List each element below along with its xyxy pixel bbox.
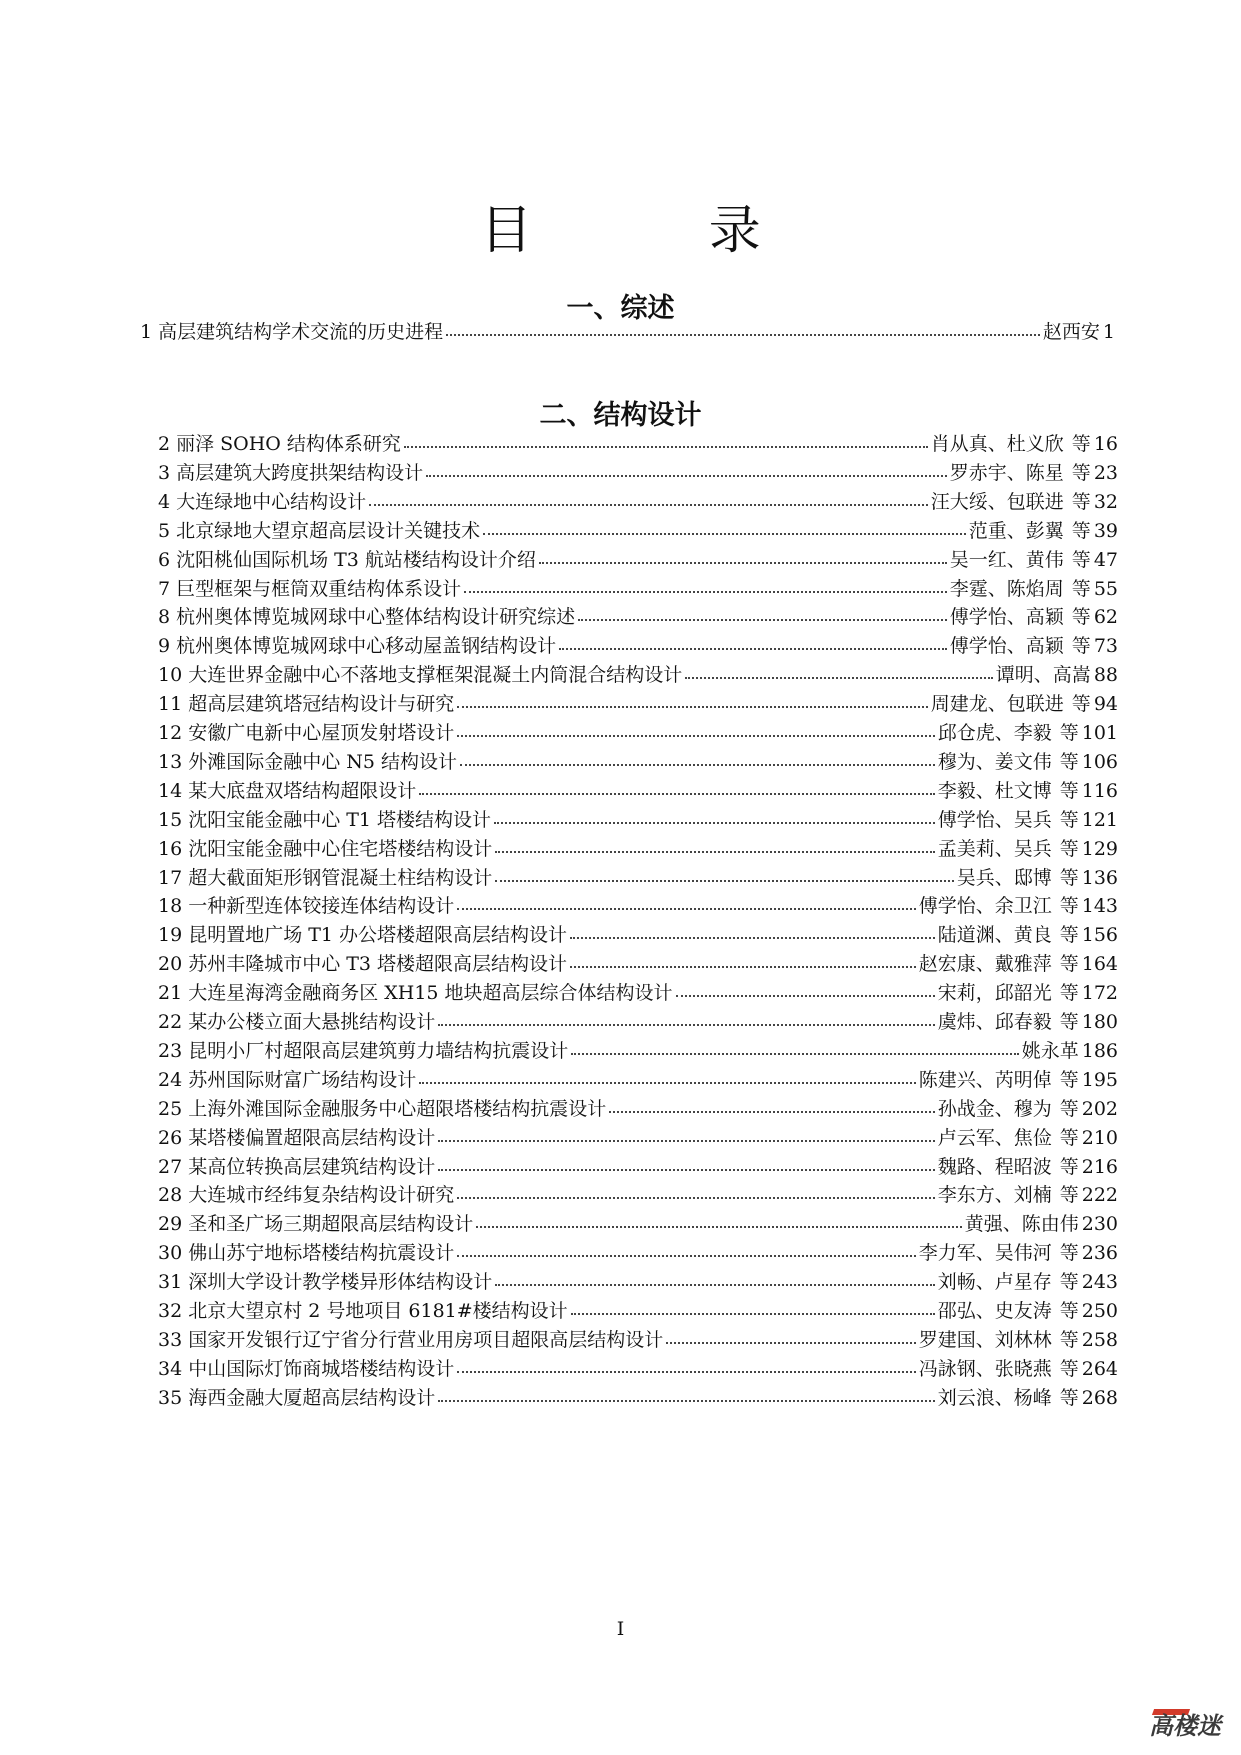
toc-entry-page: 156	[1081, 924, 1118, 947]
toc-entry[interactable]	[158, 517, 1118, 545]
toc-entry-suffix: 等	[1059, 1097, 1079, 1120]
toc-entry-page: 88	[1093, 664, 1118, 687]
toc-entry-page: 55	[1093, 577, 1118, 600]
toc-entry-page: 264	[1081, 1357, 1118, 1380]
toc-entry-number: 16	[158, 837, 183, 860]
page-title: 目 录	[480, 201, 841, 261]
toc-entry-page: 94	[1093, 693, 1118, 716]
toc-entry-title: 佛山苏宁地标塔楼结构抗震设计	[188, 1242, 455, 1265]
toc-entry-number: 23	[158, 1039, 183, 1062]
watermark-logo: 高楼迷	[1149, 1712, 1221, 1740]
toc-entry-page: 106	[1081, 750, 1118, 773]
toc-entry-number: 32	[158, 1300, 183, 1322]
toc-entry-authors: 邵弘、史友涛	[937, 1300, 1052, 1322]
toc-entry-authors: 傅学怡、高颖	[949, 606, 1064, 629]
dot-leader	[609, 1094, 935, 1113]
dot-leader	[457, 689, 928, 708]
toc-entry-number: 9	[158, 635, 171, 658]
toc-entry-authors: 吴兵、邸博	[956, 866, 1052, 889]
toc-entry[interactable]	[158, 1268, 1118, 1296]
toc-entry[interactable]	[158, 1384, 1118, 1412]
dot-leader	[539, 545, 947, 564]
toc-entry-title: 大连世界金融中心不落地支撑框架混凝土内筒混合结构设计	[188, 664, 683, 687]
toc-entry-title: 杭州奥体博览城网球中心移动屋盖钢结构设计	[176, 635, 557, 658]
toc-entry[interactable]	[158, 575, 1118, 603]
toc-entry[interactable]	[158, 719, 1118, 747]
toc-entry-authors: 谭明、高嵩	[995, 664, 1091, 687]
toc-entry-suffix: 等	[1059, 837, 1079, 860]
toc-entry-number: 33	[158, 1328, 183, 1351]
toc-entry-authors: 傅学怡、高颖	[949, 635, 1064, 658]
toc-entry-page: 243	[1081, 1271, 1118, 1294]
toc-entry[interactable]	[158, 921, 1118, 949]
toc-entry-authors: 刘畅、卢星存	[937, 1271, 1052, 1294]
toc-entry-title: 高层建筑大跨度拱架结构设计	[176, 461, 424, 484]
toc-entry-title: 高层建筑结构学术交流的历史进程	[158, 321, 444, 343]
toc-entry-suffix: 等	[1059, 1271, 1079, 1294]
toc-entry-suffix: 等	[1059, 1068, 1079, 1091]
toc-entry-authors: 宋莉，邱韶光	[937, 982, 1052, 1005]
dot-leader	[559, 631, 947, 650]
toc-entry[interactable]	[158, 546, 1118, 574]
dot-leader	[483, 516, 966, 535]
toc-entry[interactable]	[158, 1355, 1118, 1383]
toc-entry-authors: 孟美莉、吴兵	[937, 837, 1052, 860]
toc-entry-page: 250	[1081, 1300, 1118, 1322]
toc-entry-title: 苏州国际财富广场结构设计	[188, 1068, 417, 1091]
dot-leader	[438, 1383, 935, 1402]
toc-entry-authors: 孙战金、穆为	[937, 1097, 1052, 1120]
toc-entry-title: 某高位转换高层建筑结构设计	[188, 1155, 436, 1178]
toc-entry-authors: 李力军、吴伟河	[918, 1242, 1052, 1265]
toc-entry[interactable]	[158, 661, 1118, 689]
toc-entry-authors: 黄强、陈由伟	[964, 1213, 1079, 1236]
dot-leader	[578, 602, 947, 621]
toc-entry-authors: 赵西安	[1042, 321, 1100, 343]
toc-entry-number: 8	[158, 606, 171, 629]
toc-entry-suffix: 等	[1059, 808, 1079, 831]
toc-entry-title: 上海外滩国际金融服务中心超限塔楼结构抗震设计	[188, 1097, 607, 1120]
toc-entry-number: 3	[158, 461, 171, 484]
toc-entry-number: 20	[158, 953, 183, 976]
dot-leader	[369, 487, 928, 506]
dot-leader	[571, 1296, 935, 1315]
toc-entry-authors: 虞炜、邱春毅	[937, 1011, 1052, 1033]
toc-entry-authors: 周建龙、包联进	[930, 693, 1064, 716]
toc-entry-page: 16	[1093, 433, 1118, 455]
toc-entry-authors: 冯詠钢、张晓燕	[918, 1357, 1052, 1380]
toc-entry-page: 258	[1081, 1328, 1118, 1351]
toc-entry[interactable]	[158, 632, 1118, 660]
toc-entry-suffix: 等	[1071, 606, 1091, 629]
toc-entry-number: 7	[158, 577, 171, 600]
toc-entry-title: 安徽广电新中心屋顶发射塔设计	[188, 722, 455, 744]
dot-leader	[464, 574, 947, 593]
toc-entry[interactable]	[158, 950, 1118, 978]
toc-entry-title: 某大底盘双塔结构超限设计	[188, 779, 417, 802]
dot-leader	[438, 1152, 935, 1171]
toc-entry-title: 国家开发银行辽宁省分行营业用房项目超限高层结构设计	[188, 1328, 664, 1351]
toc-entry[interactable]	[158, 1124, 1118, 1152]
toc-entry-number: 6	[158, 548, 171, 571]
toc-entry-suffix: 等	[1059, 1242, 1079, 1265]
toc-entry-number: 2	[158, 433, 171, 455]
toc-entry-title: 一种新型连体铰接连体结构设计	[188, 895, 455, 918]
toc-entry[interactable]	[158, 1181, 1118, 1209]
toc-entry-number: 18	[158, 895, 183, 918]
toc-entry[interactable]	[158, 1066, 1118, 1094]
toc-entry-page: 186	[1081, 1039, 1118, 1062]
toc-entry-number: 4	[158, 490, 171, 513]
toc-entry-page: 23	[1093, 461, 1118, 484]
toc-entry-page: 73	[1093, 635, 1118, 658]
toc-entry-number: 21	[158, 982, 183, 1005]
toc-entry-title: 丽泽 SOHO 结构体系研究	[176, 433, 401, 455]
toc-entry[interactable]	[158, 1210, 1118, 1238]
page-number: I	[616, 1618, 625, 1640]
toc-entry-title: 某办公楼立面大悬挑结构设计	[188, 1011, 436, 1033]
toc-entry-page: 202	[1081, 1097, 1118, 1120]
toc-entry-title: 某塔楼偏置超限高层结构设计	[188, 1126, 436, 1149]
toc-entry[interactable]	[158, 459, 1118, 487]
toc-entry-page: 39	[1093, 519, 1118, 542]
dot-leader	[460, 747, 935, 766]
toc-entry-authors: 卢云军、焦俭	[937, 1126, 1052, 1149]
dot-leader	[676, 978, 935, 997]
toc-entry-title: 海西金融大厦超高层结构设计	[188, 1386, 436, 1409]
toc-entry-title: 大连星海湾金融商务区 XH15 地块超高层综合体结构设计	[188, 982, 673, 1005]
toc-entry-authors: 汪大绥、包联进	[930, 490, 1064, 513]
toc-entry-number: 12	[158, 722, 183, 744]
dot-leader	[495, 1267, 935, 1286]
toc-entry-number: 22	[158, 1011, 183, 1033]
toc-entry-suffix: 等	[1071, 693, 1091, 716]
toc-entry-page: 180	[1081, 1011, 1118, 1033]
toc-entry-number: 30	[158, 1242, 183, 1265]
toc-entry-page: 116	[1081, 779, 1118, 802]
dot-leader	[570, 949, 916, 968]
toc-entry-suffix: 等	[1059, 1328, 1079, 1351]
toc-entry-page: 129	[1081, 837, 1118, 860]
toc-entry-suffix: 等	[1059, 1184, 1079, 1207]
toc-entry-title: 北京大望京村 2 号地项目 6181#楼结构设计	[188, 1300, 568, 1322]
toc-entry-number: 13	[158, 750, 183, 773]
dot-leader	[404, 429, 928, 448]
toc-entry-number: 34	[158, 1357, 183, 1380]
toc-entry-title: 北京绿地大望京超高层设计关键技术	[176, 519, 481, 542]
toc-entry[interactable]	[158, 430, 1118, 458]
toc-entry-page: 236	[1081, 1242, 1118, 1265]
toc-entry-page: 210	[1081, 1126, 1118, 1149]
dot-leader	[438, 1123, 935, 1142]
toc-entry-suffix: 等	[1071, 490, 1091, 513]
toc-entry[interactable]	[158, 1239, 1118, 1267]
toc-entry-authors: 李毅、杜文博	[937, 779, 1052, 802]
toc-entry-number: 15	[158, 808, 183, 831]
toc-entry-authors: 范重、彭翼	[968, 519, 1064, 542]
toc-entry-page: 143	[1081, 895, 1118, 918]
toc-entry-number: 27	[158, 1155, 183, 1178]
toc-entry-number: 26	[158, 1126, 183, 1149]
dot-leader	[666, 1325, 916, 1344]
dot-leader	[419, 776, 935, 795]
toc-entry-number: 10	[158, 664, 183, 687]
toc-entry[interactable]	[158, 1095, 1118, 1123]
toc-entry-page: 216	[1081, 1155, 1118, 1178]
toc-entry-number: 11	[158, 693, 183, 716]
dot-leader	[457, 891, 916, 910]
toc-entry[interactable]	[158, 690, 1118, 718]
dot-leader	[457, 718, 935, 737]
toc-entry-title: 沈阳宝能金融中心住宅塔楼结构设计	[188, 837, 493, 860]
toc-entry-authors: 罗赤宇、陈星	[949, 461, 1064, 484]
toc-entry-authors: 吴一红、黄伟	[949, 548, 1064, 571]
toc-entry[interactable]	[158, 777, 1118, 805]
dot-leader	[571, 1036, 1019, 1055]
toc-entry[interactable]	[158, 1153, 1118, 1181]
toc-entry-suffix: 等	[1059, 779, 1079, 802]
dot-leader	[446, 317, 1040, 336]
toc-entry-number: 25	[158, 1097, 183, 1120]
toc-entry[interactable]	[158, 864, 1118, 892]
toc-entry-title: 外滩国际金融中心 N5 结构设计	[188, 750, 457, 773]
toc-entry-authors: 傅学怡、吴兵	[937, 808, 1052, 831]
toc-entry-title: 杭州奥体博览城网球中心整体结构设计研究综述	[176, 606, 576, 629]
toc-entry[interactable]	[158, 892, 1118, 920]
toc-entry[interactable]	[158, 748, 1118, 776]
toc-entry-number: 19	[158, 924, 183, 947]
toc-entry-number: 1	[140, 321, 153, 343]
toc-entry-page: 101	[1081, 722, 1118, 744]
toc-entry-suffix: 等	[1059, 722, 1079, 744]
toc-entry[interactable]	[140, 318, 1115, 346]
toc-entry-title: 超高层建筑塔冠结构设计与研究	[188, 693, 455, 716]
dot-leader	[426, 458, 947, 477]
dot-leader	[570, 920, 935, 939]
toc-entry-authors: 肖从真、杜义欣	[930, 433, 1064, 455]
toc-entry-page: 172	[1081, 982, 1118, 1005]
toc-entry-page: 62	[1093, 606, 1118, 629]
toc-entry-number: 5	[158, 519, 171, 542]
dot-leader	[457, 1180, 935, 1199]
toc-entry-title: 昆明置地广场 T1 办公塔楼超限高层结构设计	[188, 924, 568, 947]
toc-entry-authors: 邱仓虎、李毅	[937, 722, 1052, 744]
toc-entry[interactable]	[158, 806, 1118, 834]
toc-entry[interactable]	[158, 1037, 1118, 1065]
toc-entry-authors: 李东方、刘楠	[937, 1184, 1052, 1207]
toc-entry-number: 24	[158, 1068, 183, 1091]
toc-entry-page: 121	[1081, 808, 1118, 831]
dot-leader	[457, 1354, 916, 1373]
toc-entry[interactable]	[158, 1297, 1118, 1325]
toc-entry-authors: 刘云浪、杨峰	[937, 1386, 1052, 1409]
toc-entry-title: 沈阳桃仙国际机场 T3 航站楼结构设计介绍	[176, 548, 536, 571]
toc-entry-authors: 姚永革	[1021, 1039, 1079, 1062]
toc-entry-suffix: 等	[1059, 982, 1079, 1005]
dot-leader	[495, 863, 954, 882]
toc-entry[interactable]	[158, 488, 1118, 516]
toc-entry-number: 28	[158, 1184, 183, 1207]
dot-leader	[419, 1065, 916, 1084]
dot-leader	[438, 1007, 935, 1026]
toc-entry-title: 昆明小厂村超限高层建筑剪力墙结构抗震设计	[188, 1039, 569, 1062]
toc-entry-title: 中山国际灯饰商城塔楼结构设计	[188, 1357, 455, 1380]
toc-entry[interactable]	[158, 1008, 1118, 1036]
toc-entry-page: 136	[1081, 866, 1118, 889]
toc-entry-page: 32	[1093, 490, 1118, 513]
dot-leader	[476, 1209, 962, 1228]
section-heading: 二、结构设计	[539, 400, 702, 431]
toc-entry-title: 圣和圣广场三期超限高层结构设计	[188, 1213, 474, 1236]
toc-entry-authors: 陆道渊、黄良	[937, 924, 1052, 947]
toc-entry-suffix: 等	[1059, 1011, 1079, 1033]
toc-entry[interactable]	[158, 835, 1118, 863]
toc-entry-page: 47	[1093, 548, 1118, 571]
toc-entry-suffix: 等	[1059, 895, 1079, 918]
toc-entry-number: 14	[158, 779, 183, 802]
toc-entry-page: 230	[1081, 1213, 1118, 1236]
toc-entry-suffix: 等	[1071, 519, 1091, 542]
toc-entry-title: 深圳大学设计教学楼异形体结构设计	[188, 1271, 493, 1294]
toc-entry-title: 苏州丰隆城市中心 T3 塔楼超限高层结构设计	[188, 953, 568, 976]
toc-entry[interactable]	[158, 1326, 1118, 1354]
toc-entry-title: 巨型框架与框筒双重结构体系设计	[176, 577, 462, 600]
toc-entry-authors: 穆为、姜文伟	[937, 750, 1052, 773]
toc-entry-suffix: 等	[1059, 1126, 1079, 1149]
toc-entry-authors: 魏路、程昭波	[937, 1155, 1052, 1178]
toc-entry-page: 1	[1102, 321, 1115, 343]
dot-leader	[685, 660, 993, 679]
dot-leader	[457, 1238, 916, 1257]
toc-entry-suffix: 等	[1059, 1300, 1079, 1322]
toc-entry-suffix: 等	[1071, 577, 1091, 600]
toc-entry-suffix: 等	[1071, 548, 1091, 571]
toc-entry-title: 大连绿地中心结构设计	[176, 490, 367, 513]
toc-entry-page: 195	[1081, 1068, 1118, 1091]
toc-entry-page: 268	[1081, 1386, 1118, 1409]
toc-entry-suffix: 等	[1059, 1357, 1079, 1380]
toc-entry-suffix: 等	[1059, 750, 1079, 773]
toc-entry-title: 大连城市经纬复杂结构设计研究	[188, 1184, 455, 1207]
toc-entry-page: 164	[1081, 953, 1118, 976]
toc-entry-suffix: 等	[1059, 1155, 1079, 1178]
toc-entry-suffix: 等	[1071, 461, 1091, 484]
toc-entry-authors: 李霆、陈焰周	[949, 577, 1064, 600]
toc-entry-suffix: 等	[1071, 635, 1091, 658]
toc-entry-authors: 傅学怡、余卫江	[918, 895, 1052, 918]
toc-entry-number: 35	[158, 1386, 183, 1409]
toc-entry-authors: 陈建兴、芮明倬	[918, 1068, 1052, 1091]
dot-leader	[495, 834, 935, 853]
toc-entry-title: 超大截面矩形钢管混凝土柱结构设计	[188, 866, 493, 889]
toc-entry[interactable]	[158, 979, 1118, 1007]
toc-entry[interactable]	[158, 603, 1118, 631]
toc-entry-authors: 赵宏康、戴雅萍	[918, 953, 1052, 976]
dot-leader	[494, 805, 935, 824]
toc-entry-number: 29	[158, 1213, 183, 1236]
toc-entry-number: 17	[158, 866, 183, 889]
toc-entry-authors: 罗建国、刘林林	[918, 1328, 1052, 1351]
toc-entry-suffix: 等	[1071, 433, 1091, 455]
toc-entry-suffix: 等	[1059, 953, 1079, 976]
toc-entry-title: 沈阳宝能金融中心 T1 塔楼结构设计	[188, 808, 492, 831]
toc-entry-suffix: 等	[1059, 1386, 1079, 1409]
toc-entry-suffix: 等	[1059, 866, 1079, 889]
toc-entry-number: 31	[158, 1271, 183, 1294]
section-heading: 一、综述	[566, 293, 675, 324]
toc-entry-suffix: 等	[1059, 924, 1079, 947]
toc-entry-page: 222	[1081, 1184, 1118, 1207]
